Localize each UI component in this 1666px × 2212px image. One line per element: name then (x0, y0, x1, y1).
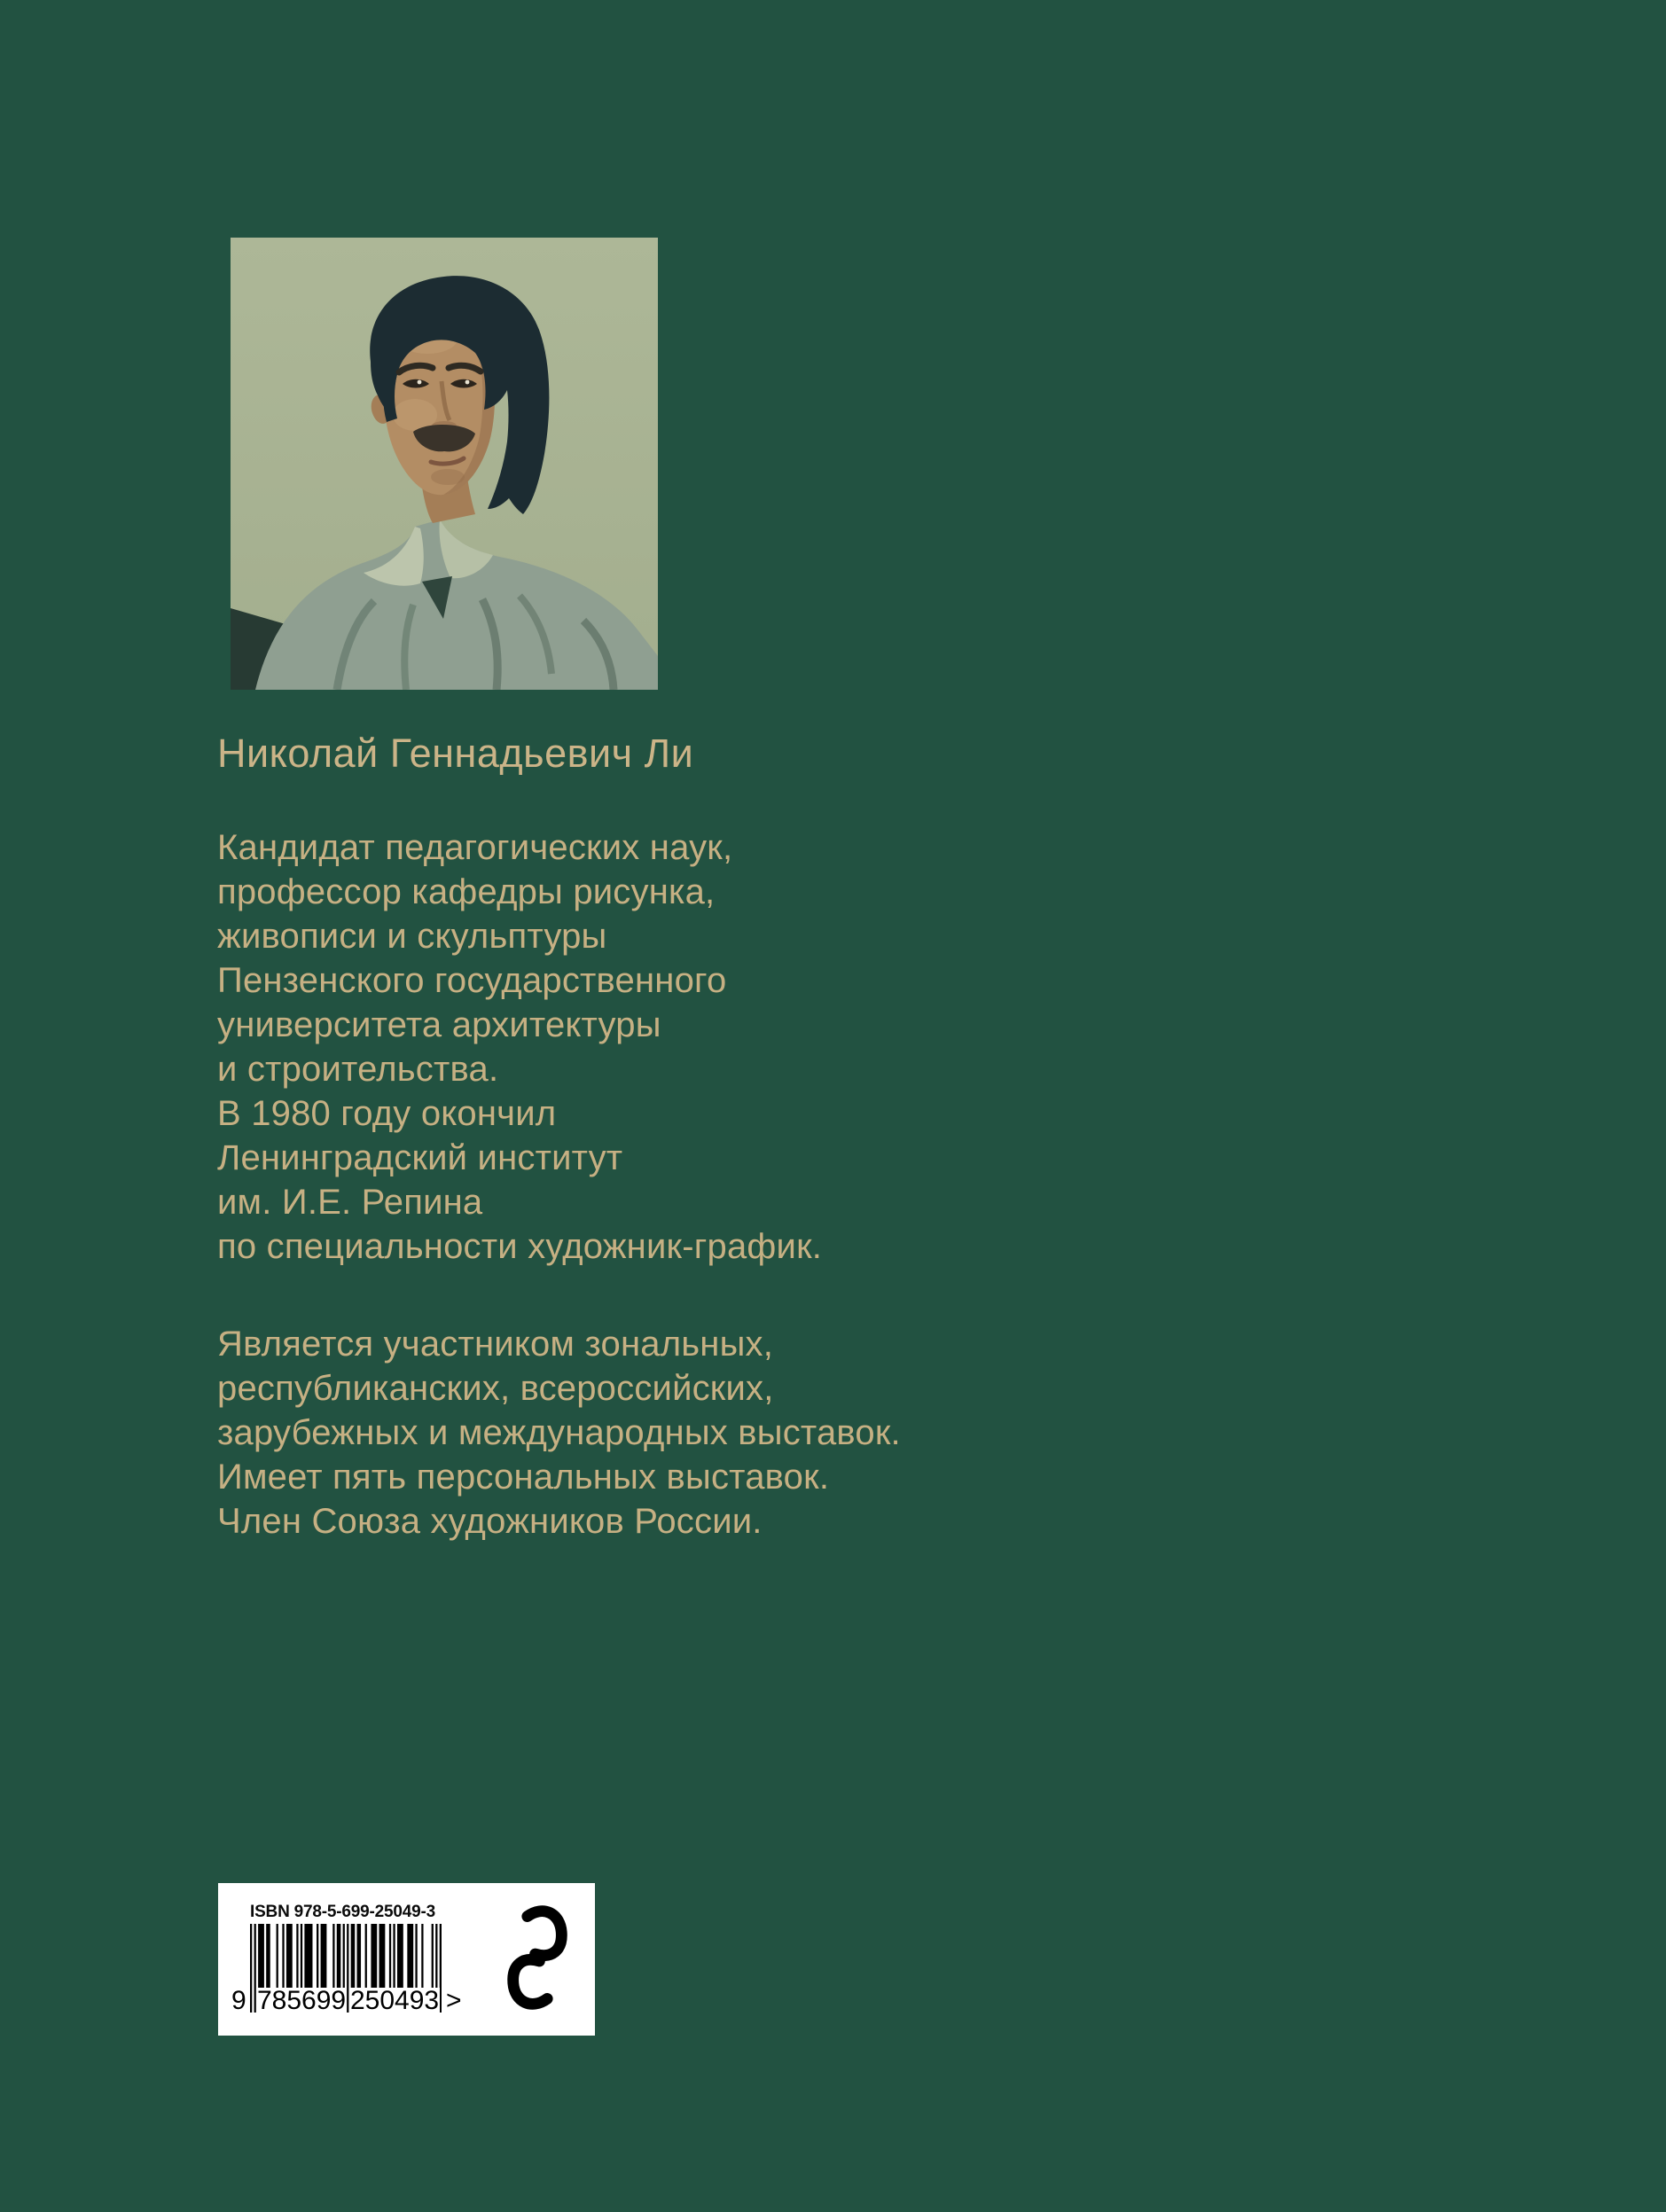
author-name: Николай Геннадьевич Ли (217, 731, 694, 776)
ean13-barcode (231, 1924, 462, 2015)
bio-paragraph-1: Кандидат педагогических наук, профессор кафедры рисунка, живописи и скульптуры Пензенского государственного университета архитектуры и строительства. В 1980 году окончил Ленинградский институт им. И.Е. Репина по специальности художник-график. (217, 828, 823, 1266)
barcode-digits-group2: 250493 (350, 1986, 440, 2015)
isbn-label (218, 1883, 595, 2036)
barcode-digit-left: 9 (231, 1986, 246, 2015)
bio-paragraph-2: Является участником зональных, республиканских, всероссийских, зарубежных и международных выставок. Имеет пять персональных выставок. Член Союза художников России. (217, 1325, 901, 1541)
isbn-number-text: ISBN 978-5-699-25049-3 (250, 1903, 435, 1921)
barcode-trailing-chevron: > (446, 1986, 462, 2015)
eksmo-swirl-icon (502, 1901, 573, 2014)
author-photo (231, 238, 658, 690)
barcode-digits-group1: 785699 (257, 1986, 347, 2015)
portrait-illustration (231, 238, 658, 690)
publisher-logo-icon (502, 1901, 573, 2014)
